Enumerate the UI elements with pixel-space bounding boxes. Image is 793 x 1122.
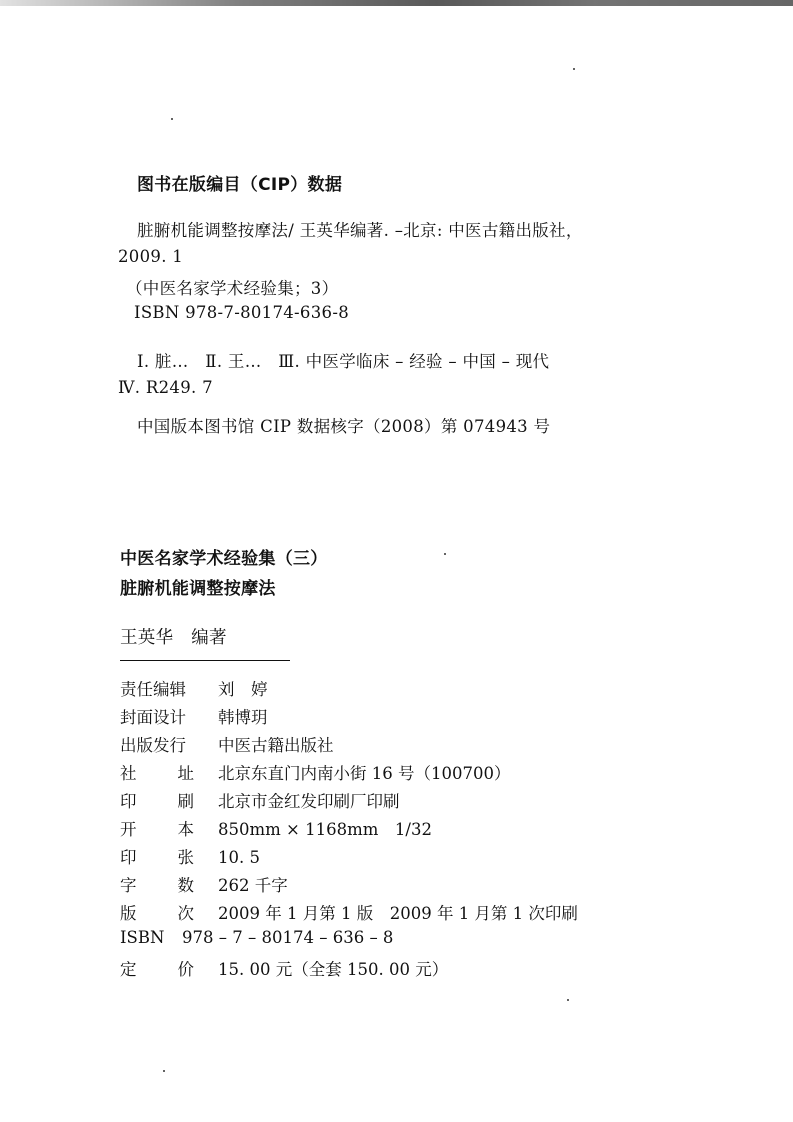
colophon-row-address [120, 760, 510, 786]
row-value: 北京市金红发印刷厂印刷 [218, 792, 400, 811]
row-key-a: 印 [120, 792, 137, 811]
row-key-b: 次 [177, 904, 194, 923]
row-key: 出版发行 [120, 736, 186, 755]
row-value: 10. 5 [218, 848, 260, 867]
row-value: 韩博玥 [218, 708, 268, 727]
row-key-b: 张 [177, 848, 194, 867]
cip-entry-line-1: 脏腑机能调整按摩法/ 王英华编著. –北京: 中医古籍出版社， [137, 221, 583, 240]
colophon-row-word-count [120, 872, 288, 898]
colophon-row-printer [120, 788, 400, 814]
separator-rule [120, 660, 290, 661]
colophon-row-cover-design [120, 704, 268, 730]
cip-entry-line-2: 2009. 1 [118, 247, 184, 266]
row-value: 北京东直门内南小街 16 号（100700） [218, 764, 511, 783]
row-key-b: 价 [177, 960, 194, 979]
row-value: 978 – 7 – 80174 – 636 – 8 [182, 928, 394, 947]
row-key: ISBN [120, 928, 165, 947]
row-key-a: 社 [120, 764, 137, 783]
row-key-a: 字 [120, 876, 137, 895]
row-value: 中医古籍出版社 [218, 736, 334, 755]
row-key-b: 数 [177, 876, 194, 895]
cip-heading: 图书在版编目（CIP）数据 [137, 175, 343, 195]
colophon-row-isbn [120, 928, 393, 954]
cip-isbn-line: ISBN 978-7-80174-636-8 [134, 303, 350, 322]
cip-record-number: 中国版本图书馆 CIP 数据核字（2008）第 074943 号 [137, 417, 551, 436]
row-value: 刘 婷 [218, 680, 268, 699]
cip-subjects-line: Ⅰ. 脏… Ⅱ. 王… Ⅲ. 中医学临床 – 经验 – 中国 – 现代 [137, 352, 550, 371]
colophon-row-publisher [120, 732, 334, 758]
scan-speck [444, 553, 446, 555]
row-key: 责任编辑 [120, 680, 186, 699]
scan-speck [567, 999, 569, 1001]
row-key-a: 定 [120, 960, 137, 979]
row-key: 封面设计 [120, 708, 186, 727]
cip-classification-line: Ⅳ. R249. 7 [118, 378, 213, 397]
row-value: 15. 00 元（全套 150. 00 元） [218, 960, 449, 979]
row-key-a: 开 [120, 820, 137, 839]
author-line: 王英华 编著 [120, 628, 227, 648]
colophon-row-editor [120, 676, 268, 702]
row-key-b: 刷 [177, 792, 194, 811]
row-key-a: 版 [120, 904, 137, 923]
colophon-row-edition [120, 900, 578, 926]
scan-speck [573, 68, 575, 70]
colophon-row-sheets [120, 844, 260, 870]
row-value: 850mm × 1168mm 1/32 [218, 820, 432, 839]
book-title: 脏腑机能调整按摩法 [120, 579, 276, 599]
scan-speck [171, 118, 173, 120]
colophon-row-price [120, 956, 448, 982]
cip-series-line: （中医名家学术经验集；3） [126, 279, 339, 298]
row-value: 262 千字 [218, 876, 288, 895]
row-key-b: 址 [177, 764, 194, 783]
colophon-row-format [120, 816, 432, 842]
series-title: 中医名家学术经验集（三） [120, 549, 328, 569]
row-key-a: 印 [120, 848, 137, 867]
row-value: 2009 年 1 月第 1 版 2009 年 1 月第 1 次印刷 [218, 904, 578, 923]
row-key-b: 本 [177, 820, 194, 839]
scan-edge-artifact [0, 0, 793, 6]
scan-speck [163, 1070, 165, 1072]
